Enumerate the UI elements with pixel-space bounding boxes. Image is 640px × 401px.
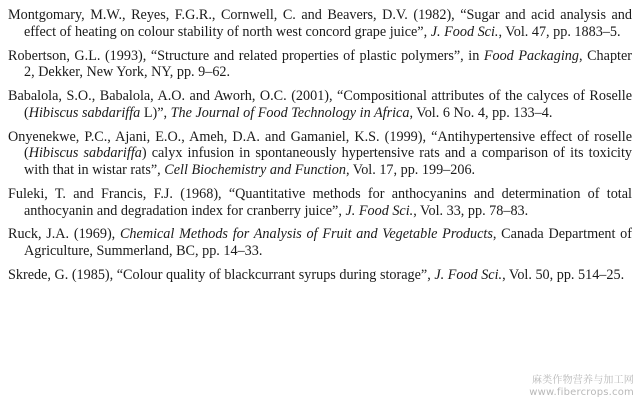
journal-title: J. Food Sci.: [345, 202, 414, 219]
reference-text: ) calyx infusion in spontaneously hypertensive rats and a comparison of its toxicity with that in wistar rats”,: [24, 145, 632, 178]
watermark: [529, 375, 634, 399]
reference-text: , Chapter 2, Dekker, New York, NY, pp. 9–62.: [24, 47, 632, 81]
reference-text: , Vol. 50, pp. 514–25.: [502, 267, 625, 284]
species-name: Hibiscus sabdariffa: [28, 145, 142, 162]
reference-entry: [8, 186, 632, 219]
reference-text: , Vol. 33, pp. 78–83.: [413, 202, 529, 219]
reference-list: [8, 7, 632, 291]
reference-text: , Vol. 47, pp. 1883–5.: [498, 23, 621, 40]
reference-text: Skrede, G. (1985), “Colour quality of blackcurrant syrups during storage”,: [8, 267, 435, 284]
journal-title: Cell Biochemistry and Function: [164, 161, 346, 178]
reference-text: L)”,: [140, 104, 171, 121]
reference-text: Ruck, J.A. (1969),: [8, 226, 120, 243]
watermark-url: www.fibercrops.com: [529, 387, 634, 398]
reference-text: Babalola, S.O., Babalola, A.O. and Aworh, O.C. (2001), “Compositional attributes of the calyces of Roselle (: [8, 88, 632, 121]
book-title: Chemical Methods for Analysis of Fruit and Vegetable Products: [119, 226, 493, 243]
species-name: Hibiscus sabdariffa: [28, 104, 141, 121]
reference-entry: [8, 88, 632, 121]
journal-title: The Journal of Food Technology in Africa: [170, 104, 410, 121]
reference-text: , Vol. 6 No. 4, pp. 133–4.: [409, 104, 553, 121]
reference-entry: [8, 48, 632, 81]
reference-entry: [8, 226, 632, 259]
reference-entry: [8, 129, 632, 179]
reference-text: Robertson, G.L. (1993), “Structure and related properties of plastic polymers”, in: [8, 47, 484, 64]
book-title: Food Packaging: [483, 47, 579, 64]
reference-text: Fuleki, T. and Francis, F.J. (1968), “Quantitative methods for anthocyanins and determination of total anthocyanin and degradation index for cranberry juice”,: [8, 185, 632, 219]
reference-text: Onyenekwe, P.C., Ajani, E.O., Ameh, D.A. and Gamaniel, K.S. (1999), “Antihypertensive effect of roselle (: [8, 128, 632, 162]
journal-title: J. Food Sci.: [430, 23, 499, 40]
reference-text: Montgomary, M.W., Reyes, F.G.R., Cornwell, C. and Beavers, D.V. (1982), “Sugar and acid analysis and effect of heating on colour stability of north west concord grape juice”,: [8, 7, 632, 40]
journal-title: J. Food Sci.: [434, 267, 503, 284]
reference-entry: [8, 267, 632, 284]
reference-text: , Canada Department of Agriculture, Summerland, BC, pp. 14–33.: [24, 226, 633, 260]
reference-text: , Vol. 17, pp. 199–206.: [345, 161, 476, 178]
watermark-site-name: 麻类作物营养与加工网: [532, 375, 634, 386]
reference-entry: [8, 7, 632, 40]
